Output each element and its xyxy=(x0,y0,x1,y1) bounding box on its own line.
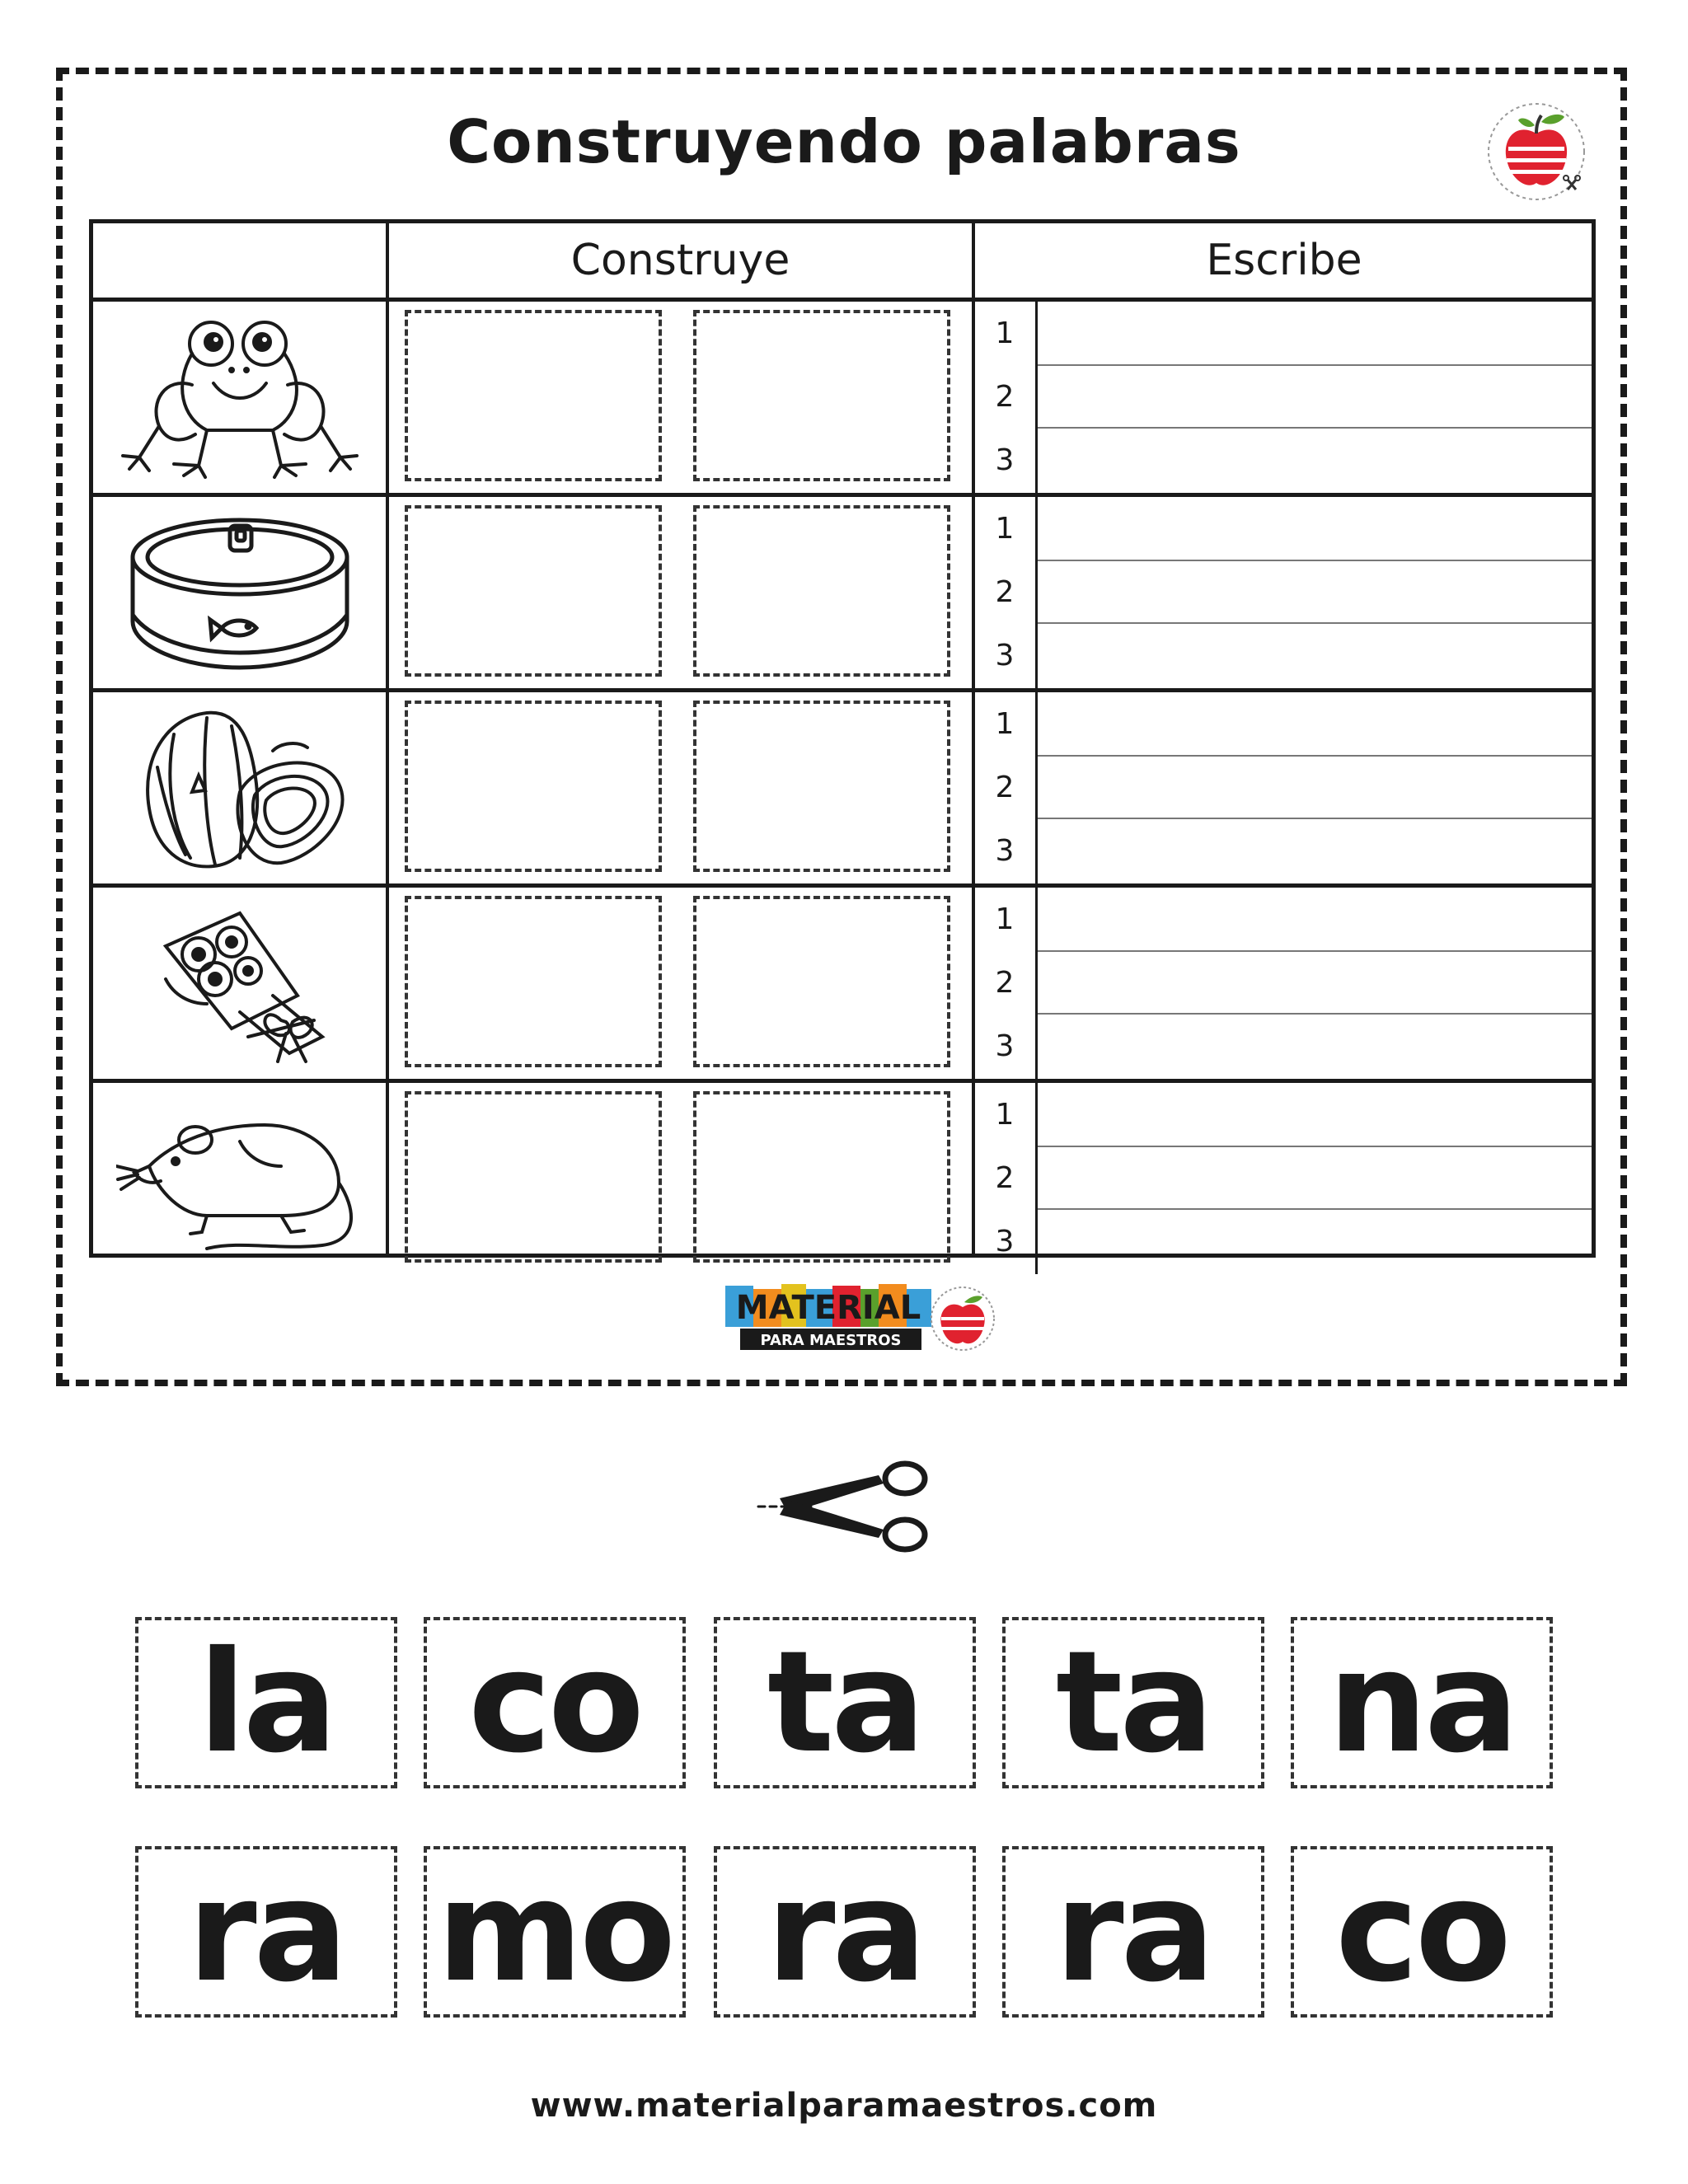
line-number: 3 xyxy=(995,1029,1015,1063)
syllable-drop-box[interactable] xyxy=(693,701,950,872)
line-number: 3 xyxy=(995,1224,1015,1258)
line-number: 3 xyxy=(995,638,1015,673)
apple-logo-icon xyxy=(1484,97,1589,203)
number-divider xyxy=(1035,497,1038,688)
number-divider xyxy=(1035,692,1038,883)
syllable-card[interactable]: ta xyxy=(714,1617,976,1788)
number-divider xyxy=(1035,1083,1038,1274)
line-number: 1 xyxy=(995,706,1015,741)
syllable-card[interactable]: na xyxy=(1291,1617,1553,1788)
line-number: 2 xyxy=(995,965,1015,1000)
picture-cell xyxy=(93,302,386,493)
syllable-card[interactable]: ta xyxy=(1002,1617,1264,1788)
table-row xyxy=(93,497,1592,688)
logo-text-para-maestros: PARA MAESTROS xyxy=(760,1332,902,1349)
line-number: 1 xyxy=(995,1097,1015,1132)
logo-text-material: MATERIAL xyxy=(735,1289,921,1327)
writing-line[interactable] xyxy=(1038,818,1592,819)
number-divider xyxy=(1035,888,1038,1079)
syllable-card[interactable]: ra xyxy=(714,1846,976,2018)
picture-cell xyxy=(93,497,386,688)
flower-bouquet-icon xyxy=(116,897,363,1070)
mouse-icon xyxy=(116,1092,363,1265)
syllable-drop-box[interactable] xyxy=(405,896,662,1067)
syllable-card[interactable]: ra xyxy=(135,1846,397,2018)
writing-line[interactable] xyxy=(1038,427,1592,429)
material-para-maestros-logo xyxy=(724,1279,996,1355)
table-row xyxy=(93,888,1592,1079)
line-number: 1 xyxy=(995,902,1015,936)
table-row xyxy=(93,692,1592,883)
syllable-drop-box[interactable] xyxy=(405,701,662,872)
frog-icon xyxy=(116,311,363,484)
picture-cell xyxy=(93,1083,386,1274)
coconut-icon xyxy=(116,701,363,874)
picture-cell xyxy=(93,888,386,1079)
header-construye: Construye xyxy=(570,236,790,285)
line-number: 1 xyxy=(995,316,1015,350)
line-number: 3 xyxy=(995,833,1015,868)
syllable-drop-box[interactable] xyxy=(405,505,662,677)
syllable-card[interactable]: co xyxy=(1291,1846,1553,2018)
syllable-drop-box[interactable] xyxy=(693,1091,950,1263)
table-row xyxy=(93,1083,1592,1274)
page-title: Construyendo palabras xyxy=(447,107,1241,176)
word-building-table xyxy=(89,219,1596,1258)
writing-line[interactable] xyxy=(1038,755,1592,757)
writing-line[interactable] xyxy=(1038,364,1592,366)
writing-line[interactable] xyxy=(1038,622,1592,624)
writing-line[interactable] xyxy=(1038,1208,1592,1210)
line-number: 2 xyxy=(995,770,1015,804)
scissors-icon xyxy=(755,1459,933,1554)
syllable-drop-box[interactable] xyxy=(405,1091,662,1263)
syllable-drop-box[interactable] xyxy=(693,505,950,677)
line-number: 1 xyxy=(995,511,1015,546)
syllable-drop-box[interactable] xyxy=(693,310,950,481)
line-number: 3 xyxy=(995,443,1015,477)
syllable-card[interactable]: co xyxy=(424,1617,686,1788)
picture-cell xyxy=(93,692,386,883)
footer-url[interactable]: www.materialparamaestros.com xyxy=(530,2087,1158,2125)
syllable-card[interactable]: la xyxy=(135,1617,397,1788)
header-empty xyxy=(93,223,386,298)
table-row xyxy=(93,302,1592,493)
syllable-drop-box[interactable] xyxy=(693,896,950,1067)
syllable-card[interactable]: ra xyxy=(1002,1846,1264,2018)
syllable-card[interactable]: mo xyxy=(424,1846,686,2018)
fish-can-icon xyxy=(116,506,363,679)
syllable-drop-box[interactable] xyxy=(405,310,662,481)
line-number: 2 xyxy=(995,1160,1015,1195)
line-number: 2 xyxy=(995,379,1015,414)
writing-line[interactable] xyxy=(1038,1013,1592,1015)
writing-line[interactable] xyxy=(1038,1146,1592,1147)
header-escribe: Escribe xyxy=(1206,236,1362,285)
line-number: 2 xyxy=(995,574,1015,609)
writing-line[interactable] xyxy=(1038,560,1592,561)
writing-line[interactable] xyxy=(1038,950,1592,952)
number-divider xyxy=(1035,302,1038,493)
